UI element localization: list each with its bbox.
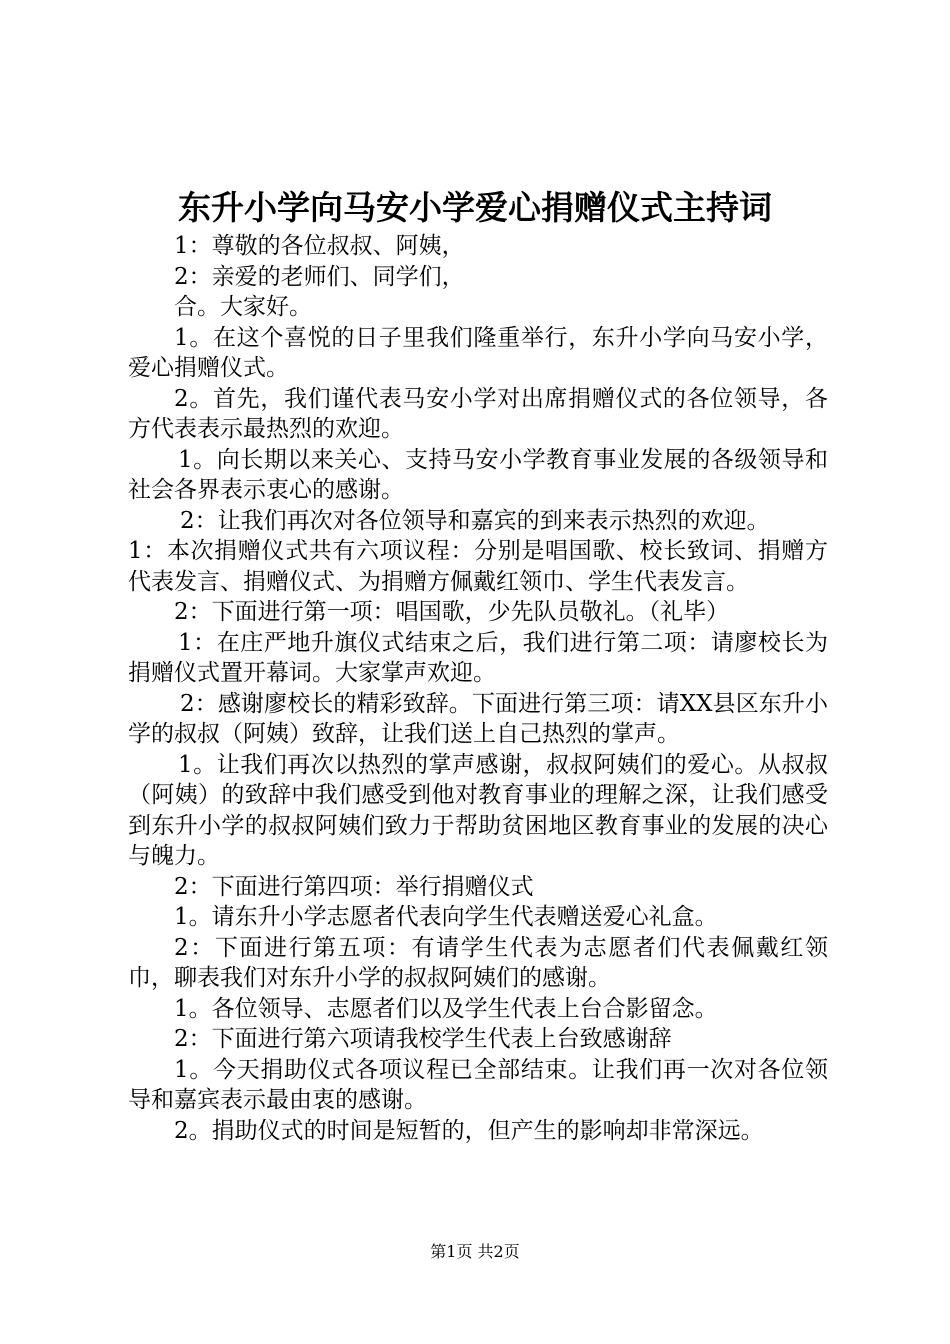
paragraph: 1。请东升小学志愿者代表向学生代表赠送爱心礼盒。 — [174, 904, 718, 930]
paragraph: 1。各位领导、志愿者们以及学生代表上台合影留念。 — [174, 995, 718, 1022]
paragraph: 1：在庄严地升旗仪式结束之后，我们进行第二项：请廖校长为捐赠仪式置开幕词。大家掌声欢迎。 — [128, 629, 828, 686]
paragraph: 2：下面进行第五项：有请学生代表为志愿者们代表佩戴红领巾，聊表我们对东升小学的叔叔阿姨们的感谢。 — [128, 934, 828, 991]
document-title: 东升小学向马安小学爱心捐赠仪式主持词 — [178, 188, 772, 227]
paragraph: 1：本次捐赠仪式共有六项议程：分别是唱国歌、校长致词、捐赠方代表发言、捐赠仪式、为捐赠方佩戴红领巾、学生代表发言。 — [128, 538, 828, 595]
paragraph: 2：下面进行第一项：唱国歌，少先队员敬礼。（礼毕） — [174, 599, 730, 625]
paragraph: 2：下面进行第四项：举行捐赠仪式 — [174, 873, 534, 900]
paragraph: 1。让我们再次以热烈的掌声感谢，叔叔阿姨们的爱心。从叔叔（阿姨）的致辞中我们感受到他对教育事业的理解之深，让我们感受到东升小学的叔叔阿姨们致力于帮助贫困地区教育事业的发展的决心与魄力。 — [128, 751, 828, 869]
paragraph: 2：亲爱的老师们、同学们， — [174, 263, 465, 290]
page-footer: 第1页 共2页 — [430, 1242, 520, 1261]
paragraph: 1。在这个喜悦的日子里我们隆重举行，东升小学向马安小学，爱心捐赠仪式。 — [128, 324, 828, 381]
paragraph: 1。向长期以来关心、支持马安小学教育事业发展的各级领导和社会各界表示衷心的感谢。 — [128, 446, 828, 503]
paragraph: 1：尊敬的各位叔叔、阿姨， — [174, 233, 465, 259]
paragraph: 1。今天捐助仪式各项议程已全部结束。让我们再一次对各位领导和嘉宾表示最由衷的感谢。 — [128, 1056, 828, 1113]
paragraph: 合。大家好。 — [174, 294, 312, 320]
document-body — [128, 231, 828, 1146]
paragraph: 2。捐助仪式的时间是短暂的，但产生的影响却非常深远。 — [174, 1117, 764, 1144]
paragraph: 2：让我们再次对各位领导和嘉宾的到来表示热烈的欢迎。 — [180, 507, 770, 534]
paragraph: 2。首先，我们谨代表马安小学对出席捐赠仪式的各位领导，各方代表表示最热烈的欢迎。 — [128, 385, 828, 442]
paragraph: 2：感谢廖校长的精彩致辞。下面进行第三项：请XX县区东升小学的叔叔（阿姨）致辞，让我们送上自己热烈的掌声。 — [128, 690, 828, 747]
paragraph: 2：下面进行第六项请我校学生代表上台致感谢辞 — [174, 1026, 672, 1052]
